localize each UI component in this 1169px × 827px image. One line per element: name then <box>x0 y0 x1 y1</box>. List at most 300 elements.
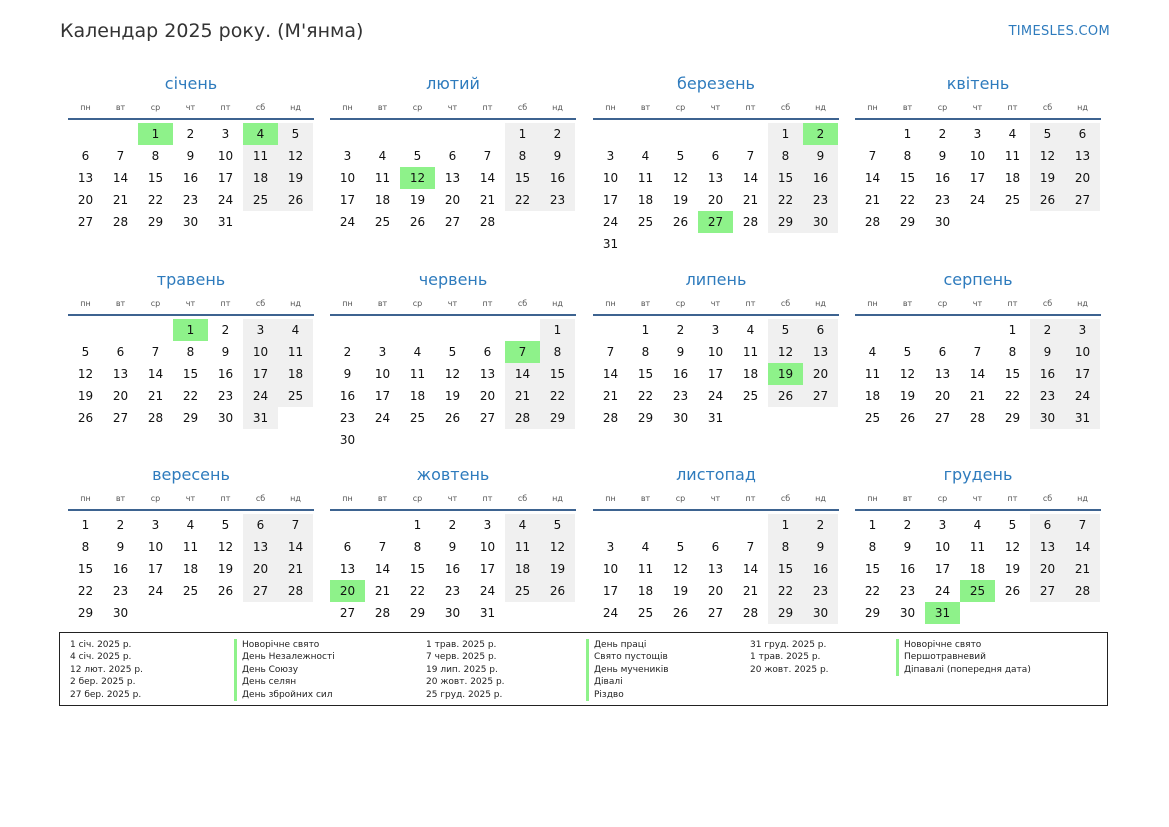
calendar-day[interactable]: 27 <box>112 411 129 425</box>
calendar-day[interactable]: 17 <box>339 193 356 207</box>
calendar-day[interactable]: 6 <box>243 514 278 536</box>
calendar-day[interactable]: 30 <box>217 411 234 425</box>
calendar-day[interactable]: 28 <box>479 215 496 229</box>
calendar-day[interactable]: 12 <box>217 540 234 554</box>
calendar-day[interactable]: 16 <box>934 171 951 185</box>
calendar-day[interactable]: 2 <box>343 345 352 359</box>
calendar-day[interactable]: 11 <box>182 540 199 554</box>
calendar-day[interactable]: 23 <box>182 193 199 207</box>
calendar-day[interactable]: 16 <box>803 558 838 580</box>
calendar-day[interactable]: 10 <box>602 562 619 576</box>
calendar-day[interactable]: 11 <box>409 367 426 381</box>
calendar-day[interactable]: 14 <box>602 367 619 381</box>
calendar-day[interactable]: 27 <box>243 580 278 602</box>
calendar-day[interactable]: 29 <box>768 602 803 624</box>
calendar-day[interactable]: 29 <box>899 215 916 229</box>
calendar-day[interactable]: 8 <box>413 540 422 554</box>
calendar-day[interactable]: 19 <box>1004 562 1021 576</box>
calendar-day[interactable]: 10 <box>243 341 278 363</box>
calendar-day[interactable]: 9 <box>938 149 947 163</box>
calendar-day[interactable]: 4 <box>505 514 540 536</box>
calendar-day[interactable]: 21 <box>969 389 986 403</box>
calendar-day[interactable]: 16 <box>672 367 689 381</box>
calendar-day[interactable]: 19 <box>444 389 461 403</box>
calendar-day[interactable]: 27 <box>479 411 496 425</box>
calendar-day[interactable]: 14 <box>505 363 540 385</box>
calendar-day[interactable]: 4 <box>641 149 650 163</box>
calendar-day[interactable]: 18 <box>1004 171 1021 185</box>
calendar-day[interactable]: 23 <box>217 389 234 403</box>
calendar-day[interactable]: 30 <box>803 211 838 233</box>
calendar-day[interactable]: 4 <box>378 149 387 163</box>
calendar-day[interactable]: 22 <box>768 580 803 602</box>
calendar-day[interactable]: 31 <box>1065 407 1100 429</box>
calendar-day[interactable]: 7 <box>746 540 755 554</box>
calendar-day[interactable]: 10 <box>147 540 164 554</box>
calendar-day[interactable]: 13 <box>934 367 951 381</box>
calendar-day[interactable]: 29 <box>864 606 881 620</box>
calendar-day[interactable]: 6 <box>116 345 125 359</box>
calendar-day[interactable]: 1 <box>768 514 803 536</box>
calendar-day[interactable]: 23 <box>672 389 689 403</box>
calendar-day[interactable]: 23 <box>540 189 575 211</box>
calendar-day[interactable]: 6 <box>448 149 457 163</box>
calendar-day[interactable]: 24 <box>707 389 724 403</box>
calendar-day[interactable]: 16 <box>112 562 129 576</box>
calendar-day[interactable]: 19 <box>217 562 234 576</box>
calendar-day[interactable]: 3 <box>483 518 492 532</box>
calendar-day[interactable]: 9 <box>1030 341 1065 363</box>
calendar-day[interactable]: 13 <box>479 367 496 381</box>
calendar-day[interactable]: 30 <box>1030 407 1065 429</box>
calendar-day[interactable]: 21 <box>1065 558 1100 580</box>
calendar-day[interactable]: 25 <box>864 411 881 425</box>
calendar-day[interactable]: 28 <box>147 411 164 425</box>
holiday-day[interactable]: 19 <box>768 363 803 385</box>
calendar-day[interactable]: 3 <box>938 518 947 532</box>
calendar-day[interactable]: 17 <box>243 363 278 385</box>
calendar-day[interactable]: 11 <box>637 562 654 576</box>
calendar-day[interactable]: 3 <box>711 323 720 337</box>
calendar-day[interactable]: 7 <box>746 149 755 163</box>
calendar-day[interactable]: 11 <box>637 171 654 185</box>
calendar-day[interactable]: 15 <box>899 171 916 185</box>
calendar-day[interactable]: 16 <box>339 389 356 403</box>
holiday-day[interactable]: 27 <box>698 211 733 233</box>
calendar-day[interactable]: 16 <box>1030 363 1065 385</box>
calendar-day[interactable]: 9 <box>448 540 457 554</box>
calendar-day[interactable]: 30 <box>182 215 199 229</box>
calendar-day[interactable]: 21 <box>505 385 540 407</box>
calendar-day[interactable]: 12 <box>1004 540 1021 554</box>
calendar-day[interactable]: 25 <box>278 385 313 407</box>
calendar-day[interactable]: 28 <box>374 606 391 620</box>
calendar-day[interactable]: 18 <box>182 562 199 576</box>
calendar-day[interactable]: 28 <box>1065 580 1100 602</box>
calendar-day[interactable]: 14 <box>1065 536 1100 558</box>
calendar-day[interactable]: 19 <box>278 167 313 189</box>
calendar-day[interactable]: 25 <box>505 580 540 602</box>
calendar-day[interactable]: 15 <box>77 562 94 576</box>
calendar-day[interactable]: 17 <box>707 367 724 381</box>
calendar-day[interactable]: 5 <box>903 345 912 359</box>
calendar-day[interactable]: 17 <box>602 584 619 598</box>
calendar-day[interactable]: 10 <box>934 540 951 554</box>
calendar-day[interactable]: 2 <box>676 323 685 337</box>
holiday-day[interactable]: 2 <box>803 123 838 145</box>
calendar-day[interactable]: 22 <box>540 385 575 407</box>
calendar-day[interactable]: 24 <box>969 193 986 207</box>
calendar-day[interactable]: 12 <box>1030 145 1065 167</box>
calendar-day[interactable]: 23 <box>934 193 951 207</box>
calendar-day[interactable]: 18 <box>637 584 654 598</box>
calendar-day[interactable]: 17 <box>374 389 391 403</box>
calendar-day[interactable]: 26 <box>77 411 94 425</box>
calendar-day[interactable]: 21 <box>742 193 759 207</box>
calendar-day[interactable]: 13 <box>707 562 724 576</box>
calendar-day[interactable]: 27 <box>444 215 461 229</box>
calendar-day[interactable]: 29 <box>182 411 199 425</box>
calendar-day[interactable]: 5 <box>676 149 685 163</box>
calendar-day[interactable]: 11 <box>969 540 986 554</box>
calendar-day[interactable]: 21 <box>602 389 619 403</box>
calendar-day[interactable]: 26 <box>672 215 689 229</box>
calendar-day[interactable]: 7 <box>278 514 313 536</box>
calendar-day[interactable]: 26 <box>540 580 575 602</box>
calendar-day[interactable]: 22 <box>1004 389 1021 403</box>
calendar-day[interactable]: 8 <box>903 149 912 163</box>
calendar-day[interactable]: 26 <box>278 189 313 211</box>
calendar-day[interactable]: 3 <box>606 149 615 163</box>
calendar-day[interactable]: 22 <box>77 584 94 598</box>
holiday-day[interactable]: 25 <box>960 580 995 602</box>
calendar-day[interactable]: 15 <box>768 167 803 189</box>
calendar-day[interactable]: 14 <box>742 562 759 576</box>
calendar-day[interactable]: 4 <box>973 518 982 532</box>
calendar-day[interactable]: 24 <box>602 215 619 229</box>
calendar-day[interactable]: 25 <box>182 584 199 598</box>
calendar-day[interactable]: 26 <box>409 215 426 229</box>
calendar-day[interactable]: 8 <box>1008 345 1017 359</box>
calendar-day[interactable]: 12 <box>672 562 689 576</box>
calendar-day[interactable]: 4 <box>868 345 877 359</box>
calendar-day[interactable]: 30 <box>339 433 356 447</box>
calendar-day[interactable]: 28 <box>742 215 759 229</box>
calendar-day[interactable]: 3 <box>973 127 982 141</box>
calendar-day[interactable]: 27 <box>77 215 94 229</box>
calendar-day[interactable]: 5 <box>676 540 685 554</box>
holiday-day[interactable]: 7 <box>505 341 540 363</box>
calendar-day[interactable]: 25 <box>637 606 654 620</box>
calendar-day[interactable]: 23 <box>803 189 838 211</box>
calendar-day[interactable]: 5 <box>448 345 457 359</box>
calendar-day[interactable]: 1 <box>413 518 422 532</box>
calendar-day[interactable]: 4 <box>641 540 650 554</box>
calendar-day[interactable]: 1 <box>1008 323 1017 337</box>
calendar-day[interactable]: 5 <box>278 123 313 145</box>
calendar-day[interactable]: 7 <box>116 149 125 163</box>
calendar-day[interactable]: 15 <box>505 167 540 189</box>
calendar-day[interactable]: 15 <box>637 367 654 381</box>
calendar-day[interactable]: 21 <box>479 193 496 207</box>
calendar-day[interactable]: 4 <box>413 345 422 359</box>
calendar-day[interactable]: 20 <box>1065 167 1100 189</box>
calendar-day[interactable]: 30 <box>444 606 461 620</box>
calendar-day[interactable]: 23 <box>444 584 461 598</box>
calendar-day[interactable]: 7 <box>606 345 615 359</box>
calendar-day[interactable]: 27 <box>339 606 356 620</box>
calendar-day[interactable]: 30 <box>803 602 838 624</box>
calendar-day[interactable]: 3 <box>221 127 230 141</box>
calendar-day[interactable]: 11 <box>374 171 391 185</box>
calendar-day[interactable]: 27 <box>934 411 951 425</box>
calendar-day[interactable]: 22 <box>899 193 916 207</box>
calendar-day[interactable]: 14 <box>374 562 391 576</box>
calendar-day[interactable]: 2 <box>116 518 125 532</box>
calendar-day[interactable]: 4 <box>186 518 195 532</box>
calendar-day[interactable]: 22 <box>505 189 540 211</box>
calendar-day[interactable]: 14 <box>112 171 129 185</box>
calendar-day[interactable]: 9 <box>343 367 352 381</box>
calendar-day[interactable]: 25 <box>409 411 426 425</box>
calendar-day[interactable]: 16 <box>540 167 575 189</box>
calendar-day[interactable]: 23 <box>112 584 129 598</box>
calendar-day[interactable]: 23 <box>803 580 838 602</box>
calendar-day[interactable]: 18 <box>969 562 986 576</box>
calendar-day[interactable]: 23 <box>1030 385 1065 407</box>
calendar-day[interactable]: 18 <box>637 193 654 207</box>
calendar-day[interactable]: 9 <box>803 145 838 167</box>
calendar-day[interactable]: 9 <box>803 536 838 558</box>
calendar-day[interactable]: 20 <box>243 558 278 580</box>
calendar-day[interactable]: 11 <box>742 345 759 359</box>
calendar-day[interactable]: 18 <box>505 558 540 580</box>
calendar-day[interactable]: 11 <box>278 341 313 363</box>
calendar-day[interactable]: 3 <box>243 319 278 341</box>
calendar-day[interactable]: 21 <box>147 389 164 403</box>
calendar-day[interactable]: 29 <box>147 215 164 229</box>
calendar-day[interactable]: 30 <box>899 606 916 620</box>
calendar-day[interactable]: 11 <box>243 145 278 167</box>
calendar-day[interactable]: 26 <box>1004 584 1021 598</box>
calendar-day[interactable]: 26 <box>444 411 461 425</box>
calendar-day[interactable]: 22 <box>147 193 164 207</box>
calendar-day[interactable]: 20 <box>112 389 129 403</box>
calendar-day[interactable]: 13 <box>1065 145 1100 167</box>
calendar-day[interactable]: 6 <box>711 149 720 163</box>
calendar-day[interactable]: 6 <box>938 345 947 359</box>
calendar-day[interactable]: 16 <box>444 562 461 576</box>
calendar-day[interactable]: 1 <box>768 123 803 145</box>
calendar-day[interactable]: 27 <box>1065 189 1100 211</box>
calendar-day[interactable]: 10 <box>217 149 234 163</box>
calendar-day[interactable]: 29 <box>409 606 426 620</box>
holiday-day[interactable]: 4 <box>243 123 278 145</box>
calendar-day[interactable]: 31 <box>602 237 619 251</box>
calendar-day[interactable]: 13 <box>803 341 838 363</box>
calendar-day[interactable]: 16 <box>899 562 916 576</box>
calendar-day[interactable]: 30 <box>934 215 951 229</box>
calendar-day[interactable]: 3 <box>378 345 387 359</box>
calendar-day[interactable]: 25 <box>374 215 391 229</box>
calendar-day[interactable]: 20 <box>707 193 724 207</box>
calendar-day[interactable]: 29 <box>637 411 654 425</box>
calendar-day[interactable]: 6 <box>81 149 90 163</box>
calendar-day[interactable]: 6 <box>343 540 352 554</box>
site-link[interactable]: TIMESLES.COM <box>1008 24 1110 39</box>
calendar-day[interactable]: 9 <box>186 149 195 163</box>
calendar-day[interactable]: 9 <box>903 540 912 554</box>
holiday-day[interactable]: 1 <box>138 123 173 145</box>
calendar-day[interactable]: 8 <box>186 345 195 359</box>
calendar-day[interactable]: 16 <box>803 167 838 189</box>
calendar-day[interactable]: 18 <box>409 389 426 403</box>
calendar-day[interactable]: 5 <box>81 345 90 359</box>
calendar-day[interactable]: 28 <box>278 580 313 602</box>
calendar-day[interactable]: 21 <box>742 584 759 598</box>
calendar-day[interactable]: 7 <box>868 149 877 163</box>
calendar-day[interactable]: 8 <box>540 341 575 363</box>
calendar-day[interactable]: 21 <box>374 584 391 598</box>
calendar-day[interactable]: 24 <box>374 411 391 425</box>
calendar-day[interactable]: 5 <box>1030 123 1065 145</box>
calendar-day[interactable]: 7 <box>483 149 492 163</box>
calendar-day[interactable]: 1 <box>641 323 650 337</box>
calendar-day[interactable]: 14 <box>147 367 164 381</box>
holiday-day[interactable]: 31 <box>925 602 960 624</box>
calendar-day[interactable]: 10 <box>969 149 986 163</box>
calendar-day[interactable]: 15 <box>182 367 199 381</box>
calendar-day[interactable]: 16 <box>217 367 234 381</box>
calendar-day[interactable]: 22 <box>864 584 881 598</box>
calendar-day[interactable]: 5 <box>540 514 575 536</box>
calendar-day[interactable]: 3 <box>1065 319 1100 341</box>
calendar-day[interactable]: 9 <box>540 145 575 167</box>
calendar-day[interactable]: 5 <box>221 518 230 532</box>
calendar-day[interactable]: 2 <box>221 323 230 337</box>
calendar-day[interactable]: 23 <box>899 584 916 598</box>
calendar-day[interactable]: 30 <box>672 411 689 425</box>
calendar-day[interactable]: 6 <box>1065 123 1100 145</box>
calendar-day[interactable]: 15 <box>540 363 575 385</box>
calendar-day[interactable]: 10 <box>374 367 391 381</box>
calendar-day[interactable]: 12 <box>672 171 689 185</box>
calendar-day[interactable]: 13 <box>243 536 278 558</box>
calendar-day[interactable]: 4 <box>746 323 755 337</box>
calendar-day[interactable]: 31 <box>217 215 234 229</box>
calendar-day[interactable]: 19 <box>672 584 689 598</box>
calendar-day[interactable]: 15 <box>409 562 426 576</box>
calendar-day[interactable]: 24 <box>479 584 496 598</box>
calendar-day[interactable]: 27 <box>1030 580 1065 602</box>
calendar-day[interactable]: 24 <box>339 215 356 229</box>
calendar-day[interactable]: 14 <box>278 536 313 558</box>
calendar-day[interactable]: 6 <box>1030 514 1065 536</box>
calendar-day[interactable]: 20 <box>707 584 724 598</box>
holiday-day[interactable]: 1 <box>173 319 208 341</box>
calendar-day[interactable]: 20 <box>77 193 94 207</box>
calendar-day[interactable]: 11 <box>1004 149 1021 163</box>
calendar-day[interactable]: 26 <box>768 385 803 407</box>
calendar-day[interactable]: 12 <box>444 367 461 381</box>
calendar-day[interactable]: 22 <box>182 389 199 403</box>
calendar-day[interactable]: 29 <box>540 407 575 429</box>
calendar-day[interactable]: 19 <box>409 193 426 207</box>
calendar-day[interactable]: 15 <box>1004 367 1021 381</box>
holiday-day[interactable]: 20 <box>330 580 365 602</box>
calendar-day[interactable]: 8 <box>151 149 160 163</box>
calendar-day[interactable]: 8 <box>768 536 803 558</box>
calendar-day[interactable]: 26 <box>1030 189 1065 211</box>
calendar-day[interactable]: 13 <box>707 171 724 185</box>
calendar-day[interactable]: 14 <box>742 171 759 185</box>
calendar-day[interactable]: 3 <box>151 518 160 532</box>
calendar-day[interactable]: 12 <box>77 367 94 381</box>
calendar-day[interactable]: 26 <box>217 584 234 598</box>
calendar-day[interactable]: 25 <box>243 189 278 211</box>
calendar-day[interactable]: 17 <box>147 562 164 576</box>
calendar-day[interactable]: 7 <box>151 345 160 359</box>
calendar-day[interactable]: 15 <box>864 562 881 576</box>
calendar-day[interactable]: 19 <box>899 389 916 403</box>
calendar-day[interactable]: 28 <box>505 407 540 429</box>
calendar-day[interactable]: 8 <box>641 345 650 359</box>
calendar-day[interactable]: 18 <box>278 363 313 385</box>
calendar-day[interactable]: 9 <box>221 345 230 359</box>
calendar-day[interactable]: 24 <box>147 584 164 598</box>
calendar-day[interactable]: 25 <box>637 215 654 229</box>
calendar-day[interactable]: 13 <box>112 367 129 381</box>
calendar-day[interactable]: 8 <box>868 540 877 554</box>
calendar-day[interactable]: 27 <box>803 385 838 407</box>
calendar-day[interactable]: 19 <box>672 193 689 207</box>
calendar-day[interactable]: 28 <box>969 411 986 425</box>
calendar-day[interactable]: 26 <box>672 606 689 620</box>
calendar-day[interactable]: 18 <box>864 389 881 403</box>
calendar-day[interactable]: 14 <box>479 171 496 185</box>
calendar-day[interactable]: 1 <box>505 123 540 145</box>
calendar-day[interactable]: 20 <box>1030 558 1065 580</box>
calendar-day[interactable]: 17 <box>479 562 496 576</box>
calendar-day[interactable]: 18 <box>374 193 391 207</box>
calendar-day[interactable]: 9 <box>676 345 685 359</box>
holiday-day[interactable]: 12 <box>400 167 435 189</box>
calendar-day[interactable]: 13 <box>444 171 461 185</box>
calendar-day[interactable]: 4 <box>1008 127 1017 141</box>
calendar-day[interactable]: 2 <box>540 123 575 145</box>
calendar-day[interactable]: 12 <box>540 536 575 558</box>
calendar-day[interactable]: 3 <box>606 540 615 554</box>
calendar-day[interactable]: 11 <box>505 536 540 558</box>
calendar-day[interactable]: 17 <box>217 171 234 185</box>
calendar-day[interactable]: 12 <box>899 367 916 381</box>
calendar-day[interactable]: 21 <box>278 558 313 580</box>
calendar-day[interactable]: 30 <box>112 606 129 620</box>
calendar-day[interactable]: 31 <box>243 407 278 429</box>
calendar-day[interactable]: 28 <box>864 215 881 229</box>
calendar-day[interactable]: 3 <box>343 149 352 163</box>
calendar-day[interactable]: 24 <box>1065 385 1100 407</box>
calendar-day[interactable]: 8 <box>768 145 803 167</box>
calendar-day[interactable]: 17 <box>602 193 619 207</box>
calendar-day[interactable]: 29 <box>1004 411 1021 425</box>
calendar-day[interactable]: 16 <box>182 171 199 185</box>
calendar-day[interactable]: 20 <box>444 193 461 207</box>
calendar-day[interactable]: 26 <box>899 411 916 425</box>
calendar-day[interactable]: 19 <box>1030 167 1065 189</box>
calendar-day[interactable]: 20 <box>479 389 496 403</box>
calendar-day[interactable]: 28 <box>742 606 759 620</box>
